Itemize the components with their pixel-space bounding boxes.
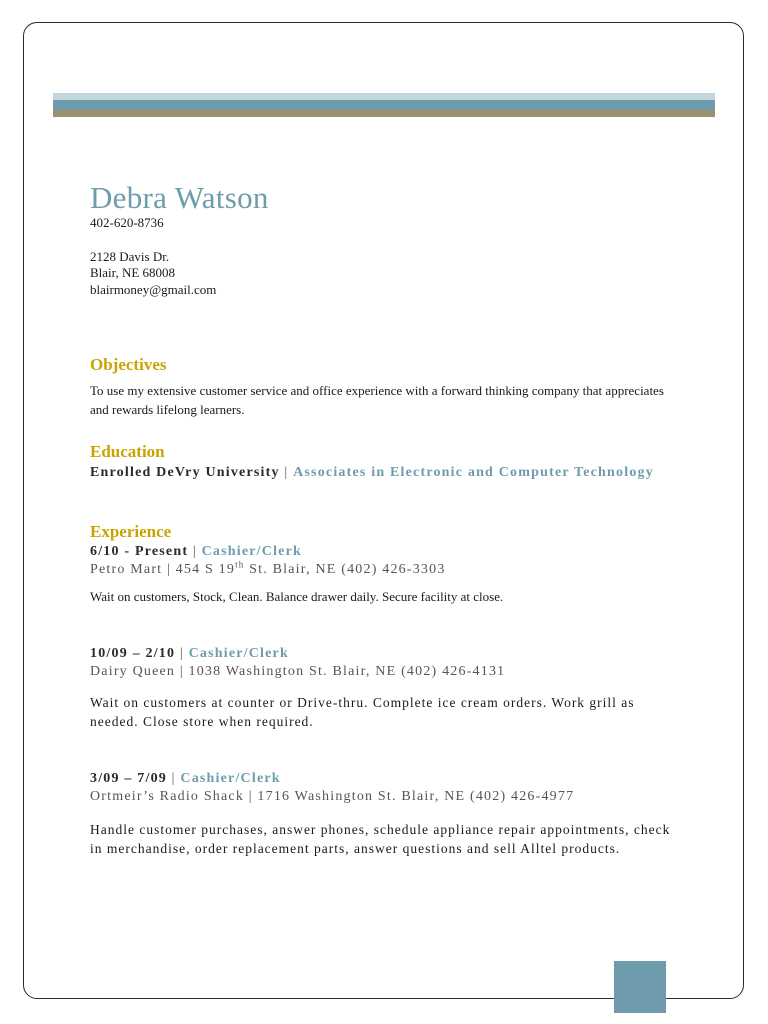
phone-number: 402-620-8736	[90, 215, 164, 230]
education-degree: Associates in Electronic and Computer Technology	[293, 465, 654, 480]
job-3-separator: |	[166, 771, 181, 786]
header-band-blue	[53, 100, 715, 110]
job-1-location-rest: St. Blair, NE (402) 426-3303	[244, 562, 446, 577]
objectives-text: To use my extensive customer service and office experience with a forward thinking company that appreciates and rewards lifelong learners.	[90, 383, 664, 417]
job-2-description: Wait on customers at counter or Drive-thru. Complete ice cream orders. Work grill as needed. Close store when required.	[90, 695, 635, 729]
job-1-location-sup: th	[235, 559, 245, 570]
education-school: Enrolled DeVry University	[90, 465, 280, 480]
job-3-dates: 3/09 – 7/09	[90, 771, 167, 786]
experience-heading: Experience	[90, 522, 172, 541]
job-2-separator: |	[175, 646, 189, 661]
job-1-description: Wait on customers, Stock, Clean. Balance drawer daily. Secure facility at close.	[90, 589, 504, 604]
job-1-dates: 6/10 - Present	[90, 544, 189, 559]
job-3-header	[90, 771, 281, 787]
header-band-tan	[53, 110, 715, 117]
job-1-location-main: Petro Mart | 454 S 19	[90, 562, 236, 577]
job-2-location: Dairy Queen | 1038 Washington St. Blair, NE (402) 426-4131	[90, 664, 506, 679]
objectives-heading: Objectives	[90, 355, 167, 374]
address-line-2: Blair, NE 68008	[90, 265, 176, 280]
job-2-header	[90, 646, 289, 662]
email-address: blairmoney@gmail.com	[90, 282, 217, 297]
job-1-header	[90, 544, 302, 560]
job-2-title: Cashier/Clerk	[188, 646, 289, 661]
education-separator: |	[279, 465, 294, 480]
education-entry	[90, 464, 670, 482]
job-1-location	[90, 559, 446, 578]
job-1-title: Cashier/Clerk	[201, 544, 302, 559]
job-3-title: Cashier/Clerk	[180, 771, 281, 786]
address-line-1: 2128 Davis Dr.	[90, 249, 170, 264]
applicant-name: Debra Watson	[90, 180, 269, 215]
job-3-description: Handle customer purchases, answer phones, schedule appliance repair appointments, check in merchandise, order replacement parts, answer questions and sell Alltel products.	[90, 822, 671, 856]
job-1-separator: |	[188, 544, 202, 559]
job-2-dates: 10/09 – 2/10	[90, 646, 176, 661]
education-heading: Education	[90, 442, 165, 461]
header-band-light	[53, 93, 715, 100]
footer-accent-square	[614, 961, 666, 1013]
job-3-location: Ortmeir’s Radio Shack | 1716 Washington St. Blair, NE (402) 426-4977	[90, 789, 575, 804]
